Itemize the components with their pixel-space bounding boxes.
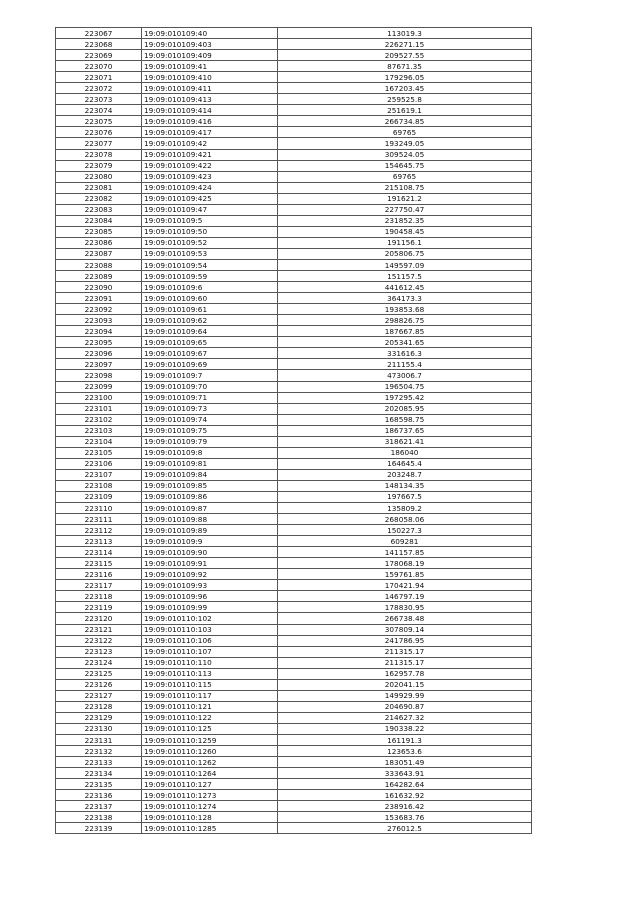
cadastral-number-cell: 19:09:010109:50 — [142, 226, 278, 237]
row-id-cell: 223122 — [56, 635, 142, 646]
cadastral-number-cell: 19:09:010110:128 — [142, 812, 278, 823]
row-id-cell: 223074 — [56, 105, 142, 116]
cadastral-number-cell: 19:09:010110:1262 — [142, 757, 278, 768]
table-row — [56, 525, 532, 536]
cadastral-number-cell: 19:09:010110:107 — [142, 646, 278, 657]
row-id-cell: 223115 — [56, 558, 142, 569]
value-cell: 204690.87 — [278, 701, 532, 712]
row-id-cell: 223094 — [56, 326, 142, 337]
cadastral-number-cell: 19:09:010110:117 — [142, 690, 278, 701]
row-id-cell: 223125 — [56, 668, 142, 679]
value-cell: 164282.64 — [278, 779, 532, 790]
cadastral-number-cell: 19:09:010109:99 — [142, 602, 278, 613]
row-id-cell: 223116 — [56, 569, 142, 580]
table-row — [56, 193, 532, 204]
cadastral-number-cell: 19:09:010109:421 — [142, 149, 278, 160]
table-row — [56, 580, 532, 591]
row-id-cell: 223083 — [56, 204, 142, 215]
row-id-cell: 223113 — [56, 536, 142, 547]
cadastral-number-cell: 19:09:010109:403 — [142, 39, 278, 50]
table-row — [56, 127, 532, 138]
value-cell: 205341.65 — [278, 337, 532, 348]
table-row — [56, 83, 532, 94]
value-cell: 170421.94 — [278, 580, 532, 591]
table-row — [56, 326, 532, 337]
table-row — [56, 823, 532, 834]
cadastral-number-cell: 19:09:010109:414 — [142, 105, 278, 116]
cadastral-number-cell: 19:09:010109:73 — [142, 403, 278, 414]
value-cell: 211315.17 — [278, 646, 532, 657]
value-cell: 183051.49 — [278, 757, 532, 768]
value-cell: 211315.17 — [278, 657, 532, 668]
table-row — [56, 480, 532, 491]
value-cell: 197667.5 — [278, 491, 532, 502]
cadastral-number-cell: 19:09:010109:410 — [142, 72, 278, 83]
cadastral-number-cell: 19:09:010109:74 — [142, 414, 278, 425]
row-id-cell: 223101 — [56, 403, 142, 414]
table-row — [56, 348, 532, 359]
table-row — [56, 768, 532, 779]
value-cell: 318621.41 — [278, 436, 532, 447]
cadastral-number-cell: 19:09:010109:96 — [142, 591, 278, 602]
table-row — [56, 613, 532, 624]
table-row — [56, 812, 532, 823]
value-cell: 215108.75 — [278, 182, 532, 193]
cadastral-number-cell: 19:09:010109:79 — [142, 436, 278, 447]
cadastral-number-cell: 19:09:010109:54 — [142, 259, 278, 270]
cadastral-number-cell: 19:09:010109:91 — [142, 558, 278, 569]
row-id-cell: 223104 — [56, 436, 142, 447]
cadastral-number-cell: 19:09:010109:87 — [142, 503, 278, 514]
table-row — [56, 171, 532, 182]
row-id-cell: 223107 — [56, 469, 142, 480]
value-cell: 186040 — [278, 447, 532, 458]
row-id-cell: 223100 — [56, 392, 142, 403]
value-cell: 148134.35 — [278, 480, 532, 491]
table-row — [56, 458, 532, 469]
cadastral-number-cell: 19:09:010110:1260 — [142, 746, 278, 757]
value-cell: 441612.45 — [278, 282, 532, 293]
row-id-cell: 223076 — [56, 127, 142, 138]
value-cell: 179296.05 — [278, 72, 532, 83]
value-cell: 141157.85 — [278, 547, 532, 558]
value-cell: 186737.65 — [278, 425, 532, 436]
value-cell: 164645.4 — [278, 458, 532, 469]
row-id-cell: 223135 — [56, 779, 142, 790]
value-cell: 251619.1 — [278, 105, 532, 116]
table-body — [56, 28, 532, 834]
row-id-cell: 223091 — [56, 293, 142, 304]
value-cell: 473006.7 — [278, 370, 532, 381]
value-cell: 161632.92 — [278, 790, 532, 801]
row-id-cell: 223133 — [56, 757, 142, 768]
row-id-cell: 223092 — [56, 304, 142, 315]
table-row — [56, 315, 532, 326]
value-cell: 197295.42 — [278, 392, 532, 403]
table-row — [56, 712, 532, 723]
table-row — [56, 304, 532, 315]
value-cell: 123653.6 — [278, 746, 532, 757]
value-cell: 333643.91 — [278, 768, 532, 779]
cadastral-number-cell: 19:09:010110:113 — [142, 668, 278, 679]
cadastral-number-cell: 19:09:010109:67 — [142, 348, 278, 359]
table-row — [56, 403, 532, 414]
table-row — [56, 547, 532, 558]
value-cell: 135809.2 — [278, 503, 532, 514]
value-cell: 69765 — [278, 127, 532, 138]
value-cell: 331616.3 — [278, 348, 532, 359]
table-row — [56, 635, 532, 646]
value-cell: 202085.95 — [278, 403, 532, 414]
row-id-cell: 223121 — [56, 624, 142, 635]
value-cell: 190338.22 — [278, 723, 532, 734]
table-row — [56, 226, 532, 237]
row-id-cell: 223123 — [56, 646, 142, 657]
cadastral-number-cell: 19:09:010109:52 — [142, 237, 278, 248]
cadastral-number-cell: 19:09:010109:65 — [142, 337, 278, 348]
table-row — [56, 436, 532, 447]
row-id-cell: 223139 — [56, 823, 142, 834]
table-row — [56, 790, 532, 801]
cadastral-number-cell: 19:09:010109:8 — [142, 447, 278, 458]
row-id-cell: 223085 — [56, 226, 142, 237]
row-id-cell: 223075 — [56, 116, 142, 127]
row-id-cell: 223112 — [56, 525, 142, 536]
value-cell: 231852.35 — [278, 215, 532, 226]
table-row — [56, 735, 532, 746]
cadastral-number-cell: 19:09:010109:93 — [142, 580, 278, 591]
cadastral-number-cell: 19:09:010110:115 — [142, 679, 278, 690]
value-cell: 87671.35 — [278, 61, 532, 72]
cadastral-number-cell: 19:09:010109:413 — [142, 94, 278, 105]
table-row — [56, 72, 532, 83]
value-cell: 178068.19 — [278, 558, 532, 569]
row-id-cell: 223134 — [56, 768, 142, 779]
value-cell: 609281 — [278, 536, 532, 547]
table-row — [56, 61, 532, 72]
row-id-cell: 223124 — [56, 657, 142, 668]
row-id-cell: 223068 — [56, 39, 142, 50]
value-cell: 149597.09 — [278, 259, 532, 270]
value-cell: 193853.68 — [278, 304, 532, 315]
value-cell: 259525.8 — [278, 94, 532, 105]
value-cell: 187667.85 — [278, 326, 532, 337]
table-row — [56, 414, 532, 425]
row-id-cell: 223073 — [56, 94, 142, 105]
table-row — [56, 282, 532, 293]
table-row — [56, 248, 532, 259]
table-row — [56, 514, 532, 525]
cadastral-number-cell: 19:09:010109:423 — [142, 171, 278, 182]
cadastral-number-cell: 19:09:010109:84 — [142, 469, 278, 480]
cadastral-number-cell: 19:09:010109:53 — [142, 248, 278, 259]
row-id-cell: 223069 — [56, 50, 142, 61]
table-row — [56, 690, 532, 701]
row-id-cell: 223137 — [56, 801, 142, 812]
value-cell: 167203.45 — [278, 83, 532, 94]
row-id-cell: 223077 — [56, 138, 142, 149]
table-row — [56, 50, 532, 61]
cadastral-number-cell: 19:09:010109:425 — [142, 193, 278, 204]
cadastral-number-cell: 19:09:010109:411 — [142, 83, 278, 94]
value-cell: 69765 — [278, 171, 532, 182]
table-row — [56, 757, 532, 768]
value-cell: 268058.06 — [278, 514, 532, 525]
cadastral-number-cell: 19:09:010110:127 — [142, 779, 278, 790]
cadastral-number-cell: 19:09:010109:88 — [142, 514, 278, 525]
cadastral-number-cell: 19:09:010109:47 — [142, 204, 278, 215]
table-row — [56, 491, 532, 502]
value-cell: 266734.85 — [278, 116, 532, 127]
table-row — [56, 646, 532, 657]
row-id-cell: 223132 — [56, 746, 142, 757]
value-cell: 209527.55 — [278, 50, 532, 61]
cadastral-number-cell: 19:09:010110:102 — [142, 613, 278, 624]
cadastral-number-cell: 19:09:010109:416 — [142, 116, 278, 127]
row-id-cell: 223128 — [56, 701, 142, 712]
cadastral-number-cell: 19:09:010109:89 — [142, 525, 278, 536]
value-cell: 178830.95 — [278, 602, 532, 613]
row-id-cell: 223105 — [56, 447, 142, 458]
cadastral-number-cell: 19:09:010110:121 — [142, 701, 278, 712]
row-id-cell: 223109 — [56, 491, 142, 502]
table-row — [56, 259, 532, 270]
value-cell: 162957.78 — [278, 668, 532, 679]
cadastral-number-cell: 19:09:010110:1274 — [142, 801, 278, 812]
table-row — [56, 237, 532, 248]
row-id-cell: 223072 — [56, 83, 142, 94]
cadastral-number-cell: 19:09:010110:110 — [142, 657, 278, 668]
cadastral-number-cell: 19:09:010109:422 — [142, 160, 278, 171]
row-id-cell: 223130 — [56, 723, 142, 734]
table-row — [56, 392, 532, 403]
value-cell: 146797.19 — [278, 591, 532, 602]
cadastral-number-cell: 19:09:010109:41 — [142, 61, 278, 72]
row-id-cell: 223106 — [56, 458, 142, 469]
value-cell: 190458.45 — [278, 226, 532, 237]
cadastral-number-cell: 19:09:010109:424 — [142, 182, 278, 193]
cadastral-number-cell: 19:09:010110:106 — [142, 635, 278, 646]
value-cell: 151157.5 — [278, 271, 532, 282]
value-cell: 226271.15 — [278, 39, 532, 50]
value-cell: 202041.15 — [278, 679, 532, 690]
row-id-cell: 223120 — [56, 613, 142, 624]
row-id-cell: 223093 — [56, 315, 142, 326]
cadastral-number-cell: 19:09:010109:7 — [142, 370, 278, 381]
cadastral-number-cell: 19:09:010109:62 — [142, 315, 278, 326]
row-id-cell: 223078 — [56, 149, 142, 160]
row-id-cell: 223079 — [56, 160, 142, 171]
cadastral-number-cell: 19:09:010109:64 — [142, 326, 278, 337]
row-id-cell: 223131 — [56, 735, 142, 746]
value-cell: 150227.3 — [278, 525, 532, 536]
cadastral-number-cell: 19:09:010109:70 — [142, 381, 278, 392]
row-id-cell: 223070 — [56, 61, 142, 72]
row-id-cell: 223096 — [56, 348, 142, 359]
table-row — [56, 569, 532, 580]
table-row — [56, 602, 532, 613]
table-row — [56, 536, 532, 547]
table-row — [56, 558, 532, 569]
row-id-cell: 223067 — [56, 28, 142, 39]
cadastral-number-cell: 19:09:010110:1285 — [142, 823, 278, 834]
value-cell: 298826.75 — [278, 315, 532, 326]
table-row — [56, 215, 532, 226]
table-row — [56, 469, 532, 480]
row-id-cell: 223088 — [56, 259, 142, 270]
table-row — [56, 370, 532, 381]
row-id-cell: 223117 — [56, 580, 142, 591]
cadastral-number-cell: 19:09:010109:417 — [142, 127, 278, 138]
row-id-cell: 223114 — [56, 547, 142, 558]
table-row — [56, 381, 532, 392]
row-id-cell: 223099 — [56, 381, 142, 392]
table-row — [56, 160, 532, 171]
row-id-cell: 223095 — [56, 337, 142, 348]
row-id-cell: 223102 — [56, 414, 142, 425]
value-cell: 191621.2 — [278, 193, 532, 204]
table-row — [56, 28, 532, 39]
cadastral-number-cell: 19:09:010110:1264 — [142, 768, 278, 779]
row-id-cell: 223071 — [56, 72, 142, 83]
table-row — [56, 138, 532, 149]
table-row — [56, 447, 532, 458]
value-cell: 113019.3 — [278, 28, 532, 39]
row-id-cell: 223136 — [56, 790, 142, 801]
table-row — [56, 679, 532, 690]
table-row — [56, 149, 532, 160]
value-cell: 241786.95 — [278, 635, 532, 646]
row-id-cell: 223086 — [56, 237, 142, 248]
value-cell: 154645.75 — [278, 160, 532, 171]
cadastral-number-cell: 19:09:010109:60 — [142, 293, 278, 304]
table-row — [56, 701, 532, 712]
row-id-cell: 223138 — [56, 812, 142, 823]
cadastral-value-table — [55, 27, 532, 834]
row-id-cell: 223119 — [56, 602, 142, 613]
cadastral-number-cell: 19:09:010109:61 — [142, 304, 278, 315]
table-row — [56, 39, 532, 50]
cadastral-number-cell: 19:09:010109:9 — [142, 536, 278, 547]
row-id-cell: 223082 — [56, 193, 142, 204]
table-row — [56, 182, 532, 193]
row-id-cell: 223087 — [56, 248, 142, 259]
value-cell: 168598.75 — [278, 414, 532, 425]
cadastral-number-cell: 19:09:010109:59 — [142, 271, 278, 282]
table-row — [56, 668, 532, 679]
row-id-cell: 223111 — [56, 514, 142, 525]
value-cell: 364173.3 — [278, 293, 532, 304]
table-row — [56, 337, 532, 348]
table-row — [56, 779, 532, 790]
table-row — [56, 425, 532, 436]
value-cell: 309524.05 — [278, 149, 532, 160]
table-row — [56, 503, 532, 514]
value-cell: 196504.75 — [278, 381, 532, 392]
value-cell: 205806.75 — [278, 248, 532, 259]
cadastral-number-cell: 19:09:010109:85 — [142, 480, 278, 491]
table-row — [56, 591, 532, 602]
value-cell: 161191.3 — [278, 735, 532, 746]
table-row — [56, 105, 532, 116]
value-cell: 214627.32 — [278, 712, 532, 723]
value-cell: 191156.1 — [278, 237, 532, 248]
row-id-cell: 223103 — [56, 425, 142, 436]
cadastral-number-cell: 19:09:010110:1259 — [142, 735, 278, 746]
row-id-cell: 223126 — [56, 679, 142, 690]
value-cell: 149929.99 — [278, 690, 532, 701]
row-id-cell: 223080 — [56, 171, 142, 182]
cadastral-number-cell: 19:09:010109:6 — [142, 282, 278, 293]
cadastral-number-cell: 19:09:010109:81 — [142, 458, 278, 469]
table-row — [56, 657, 532, 668]
cadastral-number-cell: 19:09:010110:1273 — [142, 790, 278, 801]
cadastral-number-cell: 19:09:010109:86 — [142, 491, 278, 502]
cadastral-number-cell: 19:09:010109:42 — [142, 138, 278, 149]
cadastral-number-cell: 19:09:010109:90 — [142, 547, 278, 558]
table-row — [56, 94, 532, 105]
cadastral-number-cell: 19:09:010109:5 — [142, 215, 278, 226]
value-cell: 159761.85 — [278, 569, 532, 580]
table-row — [56, 271, 532, 282]
table-row — [56, 359, 532, 370]
cadastral-number-cell: 19:09:010109:69 — [142, 359, 278, 370]
row-id-cell: 223090 — [56, 282, 142, 293]
table-row — [56, 204, 532, 215]
cadastral-number-cell: 19:09:010109:75 — [142, 425, 278, 436]
value-cell: 193249.05 — [278, 138, 532, 149]
row-id-cell: 223127 — [56, 690, 142, 701]
table-row — [56, 116, 532, 127]
value-cell: 266738.48 — [278, 613, 532, 624]
cadastral-number-cell: 19:09:010110:103 — [142, 624, 278, 635]
table-row — [56, 624, 532, 635]
cadastral-number-cell: 19:09:010110:125 — [142, 723, 278, 734]
row-id-cell: 223118 — [56, 591, 142, 602]
table-row — [56, 723, 532, 734]
value-cell: 238916.42 — [278, 801, 532, 812]
cadastral-number-cell: 19:09:010109:40 — [142, 28, 278, 39]
cadastral-number-cell: 19:09:010110:122 — [142, 712, 278, 723]
row-id-cell: 223110 — [56, 503, 142, 514]
row-id-cell: 223129 — [56, 712, 142, 723]
table-row — [56, 293, 532, 304]
row-id-cell: 223098 — [56, 370, 142, 381]
value-cell: 203248.7 — [278, 469, 532, 480]
value-cell: 153683.76 — [278, 812, 532, 823]
row-id-cell: 223084 — [56, 215, 142, 226]
row-id-cell: 223081 — [56, 182, 142, 193]
cadastral-number-cell: 19:09:010109:71 — [142, 392, 278, 403]
value-cell: 276012.5 — [278, 823, 532, 834]
table-row — [56, 801, 532, 812]
value-cell: 307809.14 — [278, 624, 532, 635]
row-id-cell: 223089 — [56, 271, 142, 282]
cadastral-number-cell: 19:09:010109:92 — [142, 569, 278, 580]
row-id-cell: 223108 — [56, 480, 142, 491]
cadastral-number-cell: 19:09:010109:409 — [142, 50, 278, 61]
value-cell: 227750.47 — [278, 204, 532, 215]
value-cell: 211155.4 — [278, 359, 532, 370]
row-id-cell: 223097 — [56, 359, 142, 370]
table-row — [56, 746, 532, 757]
